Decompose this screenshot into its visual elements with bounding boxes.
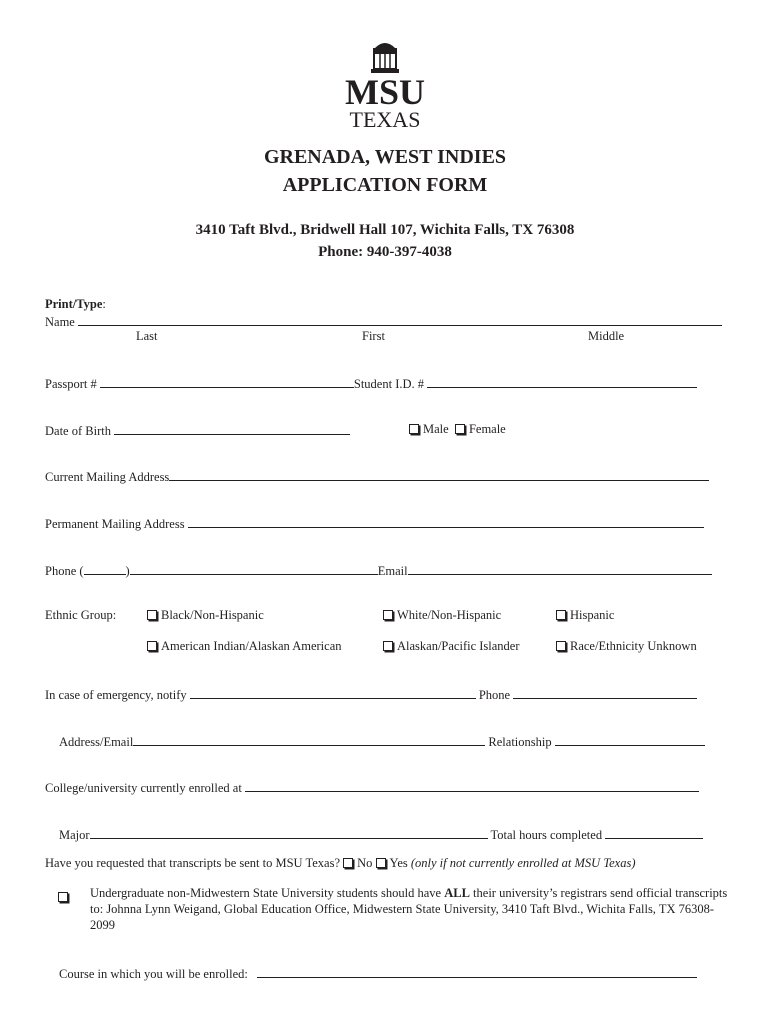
ethnic-option-label: Black/Non-Hispanic (161, 608, 264, 622)
college-field[interactable] (245, 779, 699, 792)
dob-field[interactable] (114, 422, 350, 435)
transcripts-note (90, 885, 730, 933)
address-email-label: Address/Email (59, 735, 134, 749)
form-title-line1: GRENADA, WEST INDIES (263, 146, 507, 168)
name-row (45, 313, 722, 330)
male-option[interactable] (409, 422, 449, 436)
name-middle-caption: Middle (588, 329, 625, 343)
phone-email-row (45, 562, 712, 579)
college-row (45, 779, 699, 796)
clock-tower-icon (330, 38, 440, 134)
course-label: Course in which you will be enrolled: (59, 967, 248, 981)
note-checkbox[interactable] (58, 892, 68, 902)
ethnic-group-label: Ethnic Group: (45, 608, 117, 622)
note-checkbox-wrap (58, 888, 72, 906)
dob-label: Date of Birth (45, 424, 111, 438)
total-hours-label: Total hours completed (490, 828, 603, 842)
ethnic-checkbox[interactable] (556, 641, 566, 651)
ethnic-option-label: Hispanic (570, 608, 615, 622)
logo-texas-text: TEXAS (349, 107, 421, 132)
transcripts-row (45, 856, 636, 871)
address-email-field[interactable] (133, 733, 485, 746)
phone-label: Phone ( (45, 564, 84, 578)
email-field[interactable] (408, 562, 712, 575)
note-text-bold: ALL (444, 886, 470, 900)
relationship-field[interactable] (555, 733, 705, 746)
ethnic-option-label: Alaskan/Pacific Islander (397, 639, 520, 653)
permanent-address-field[interactable] (188, 515, 704, 528)
yes-label: Yes (389, 856, 408, 870)
ethnic-checkbox[interactable] (147, 641, 157, 651)
print-type-instruction: Print/Type: (45, 297, 106, 311)
name-field[interactable] (78, 313, 722, 326)
emergency-phone-label: Phone (478, 688, 511, 702)
ethnic-option-black[interactable] (147, 608, 264, 623)
ethnic-option-label: White/Non-Hispanic (397, 608, 502, 622)
current-address-row (45, 468, 709, 485)
ethnic-option-white[interactable] (383, 608, 501, 623)
gender-options (409, 422, 506, 437)
msu-texas-logo (330, 38, 440, 134)
dob-row (45, 422, 350, 439)
name-first-caption: First (362, 329, 385, 343)
name-last-caption: Last (136, 329, 158, 343)
female-label: Female (468, 422, 506, 436)
current-address-field[interactable] (169, 468, 709, 481)
current-address-label: Current Mailing Address (45, 470, 170, 484)
relationship-label: Relationship (488, 735, 552, 749)
passport-field[interactable] (100, 375, 354, 388)
major-field[interactable] (90, 826, 488, 839)
office-address: 3410 Taft Blvd., Bridwell Hall 107, Wichita Falls, TX 76308 (195, 222, 575, 238)
course-row (59, 965, 697, 982)
emergency-row (45, 686, 697, 703)
phone-paren-close: ) (125, 564, 130, 578)
passport-row (45, 375, 697, 392)
no-checkbox[interactable] (343, 858, 353, 868)
transcripts-no-option[interactable] (343, 856, 372, 870)
major-row (59, 826, 703, 843)
ethnic-option-unknown[interactable] (556, 639, 697, 654)
major-label: Major (59, 828, 90, 842)
ethnic-option-label: Race/Ethnicity Unknown (570, 639, 697, 653)
email-label: Email (377, 564, 408, 578)
male-checkbox[interactable] (409, 424, 419, 434)
male-label: Male (423, 422, 449, 436)
office-phone: Phone: 940-397-4038 (318, 244, 452, 260)
ethnic-option-hispanic[interactable] (556, 608, 614, 623)
no-label: No (357, 856, 373, 870)
note-text-part1: Undergraduate non-Midwestern State University students should have (90, 886, 445, 900)
permanent-address-row (45, 515, 704, 532)
female-option[interactable] (455, 422, 506, 436)
student-id-label: Student I.D. # (353, 377, 425, 391)
permanent-address-label: Permanent Mailing Address (45, 517, 185, 531)
transcripts-question: Have you requested that transcripts be sent to MSU Texas? (45, 856, 341, 870)
area-code-field[interactable] (84, 562, 126, 575)
emergency-label: In case of emergency, notify (45, 688, 187, 702)
course-field[interactable] (257, 965, 697, 978)
yes-note: (only if not currently enrolled at MSU Texas) (410, 856, 636, 870)
ethnic-checkbox[interactable] (383, 641, 393, 651)
transcripts-yes-option[interactable] (376, 856, 408, 870)
ethnic-option-pacific-islander[interactable] (383, 639, 520, 654)
yes-checkbox[interactable] (376, 858, 386, 868)
ethnic-checkbox[interactable] (147, 610, 157, 620)
ethnic-checkbox[interactable] (556, 610, 566, 620)
ethnic-option-american-indian[interactable] (147, 639, 342, 654)
college-label: College/university currently enrolled at (45, 781, 242, 795)
female-checkbox[interactable] (455, 424, 465, 434)
form-title-line2: APPLICATION FORM (282, 174, 488, 196)
logo-msu-text: MSU (345, 72, 425, 112)
passport-label: Passport # (45, 377, 97, 391)
ethnic-checkbox[interactable] (383, 610, 393, 620)
ethnic-option-label: American Indian/Alaskan American (161, 639, 342, 653)
name-label: Name (45, 315, 75, 329)
total-hours-field[interactable] (605, 826, 703, 839)
emergency-contact-field[interactable] (190, 686, 476, 699)
note-text-part2: their university’s registrars send official transcripts to: Johnna Lynn Weigand, Global Education Office, Midwestern State University, 3410 Taft Blvd., Wichita Falls, TX 76308-2099 (90, 886, 728, 932)
student-id-field[interactable] (427, 375, 697, 388)
emergency-phone-field[interactable] (513, 686, 697, 699)
emergency-address-row (59, 733, 705, 750)
phone-field[interactable] (130, 562, 378, 575)
